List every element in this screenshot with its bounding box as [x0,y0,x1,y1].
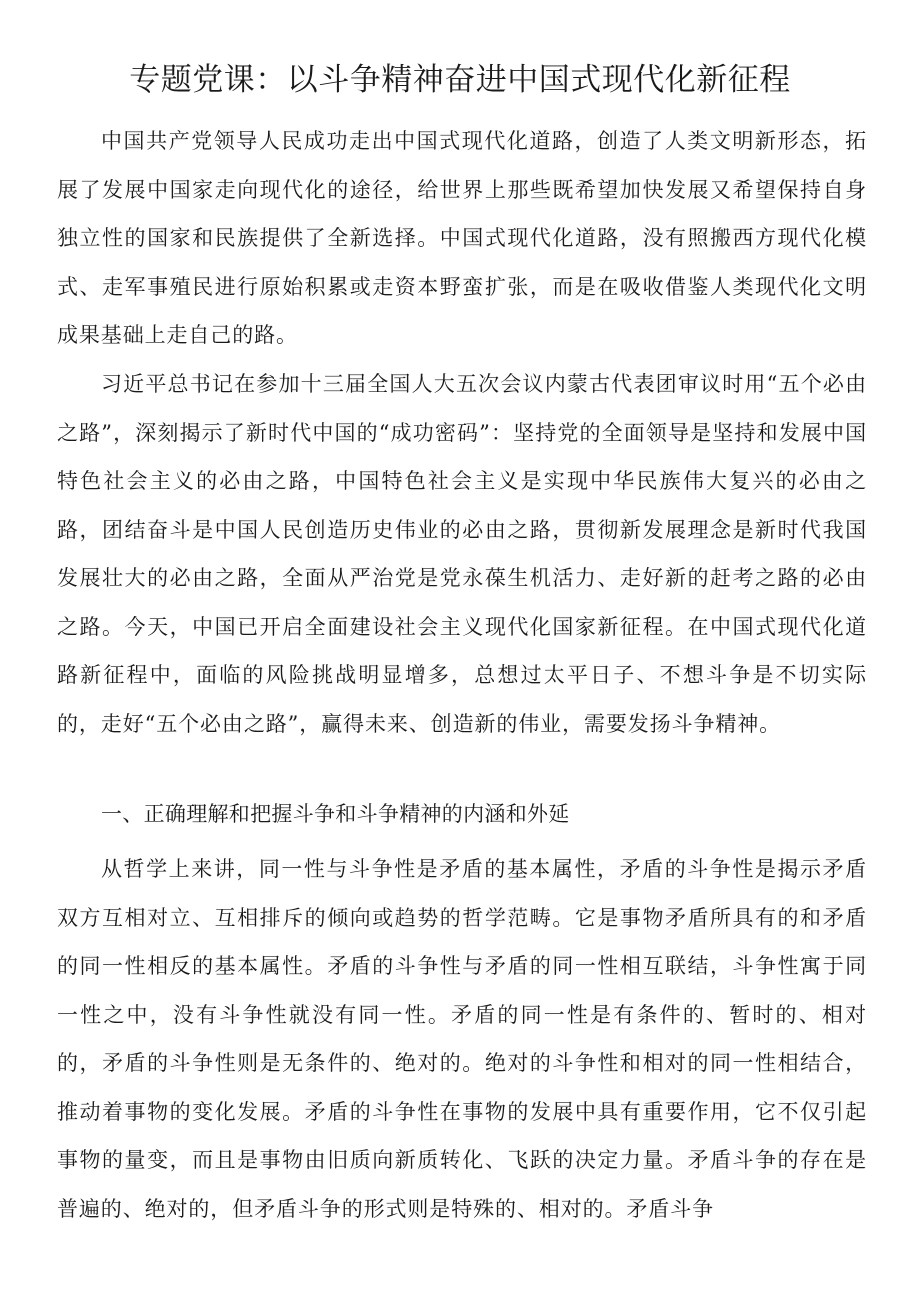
paragraph-five-paths: 习近平总书记在参加十三届全国人大五次会议内蒙古代表团审议时用“五个必由之路”，深刻揭示了新时代中国的“成功密码”：坚持党的全面领导是坚持和发展中国特色社会主义的必由之路，中国特色社会主义是实现中华民族伟大复兴的必由之路，团结奋斗是中国人民创造历史伟业的必由之路，贯彻新发展理念是新时代我国发展壮大的必由之路，全面从严治党是党永葆生机活力、走好新的赶考之路的必由之路。今天，中国已开启全面建设社会主义现代化国家新征程。在中国式现代化道路新征程中，面临的风险挑战明显增多，总想过太平日子、不想斗争是不切实际的，走好“五个必由之路”，赢得未来、创造新的伟业，需要发扬斗争精神。 [57,372,867,736]
paragraph-philosophy: 从哲学上来讲，同一性与斗争性是矛盾的基本属性，矛盾的斗争性是揭示矛盾双方互相对立、互相排斥的倾向或趋势的哲学范畴。它是事物矛盾所具有的和矛盾的同一性相反的基本属性。矛盾的斗争性与矛盾的同一性相互联结，斗争性寓于同一性之中，没有斗争性就没有同一性。矛盾的同一性是有条件的、暂时的、相对的，矛盾的斗争性则是无条件的、绝对的。绝对的斗争性和相对的同一性相结合，推动着事物的变化发展。矛盾的斗争性在事物的发展中具有重要作用，它不仅引起事物的量变，而且是事物由旧质向新质转化、飞跃的决定力量。矛盾斗争的存在是普遍的、绝对的，但矛盾斗争的形式则是特殊的、相对的。矛盾斗争 [57,857,867,1221]
document-title: 专题党课：以斗争精神奋进中国式现代化新征程 [129,62,791,98]
paragraph-intro: 中国共产党领导人民成功走出中国式现代化道路，创造了人类文明新形态，拓展了发展中国家走向现代化的途径，给世界上那些既希望加快发展又希望保持自身独立性的国家和民族提供了全新选择。中国式现代化道路，没有照搬西方现代化模式、走军事殖民进行原始积累或走资本野蛮扩张，而是在吸收借鉴人类现代化文明成果基础上走自己的路。 [57,129,867,347]
section-heading: 一、正确理解和把握斗争和斗争精神的内涵和外延 [101,802,570,826]
